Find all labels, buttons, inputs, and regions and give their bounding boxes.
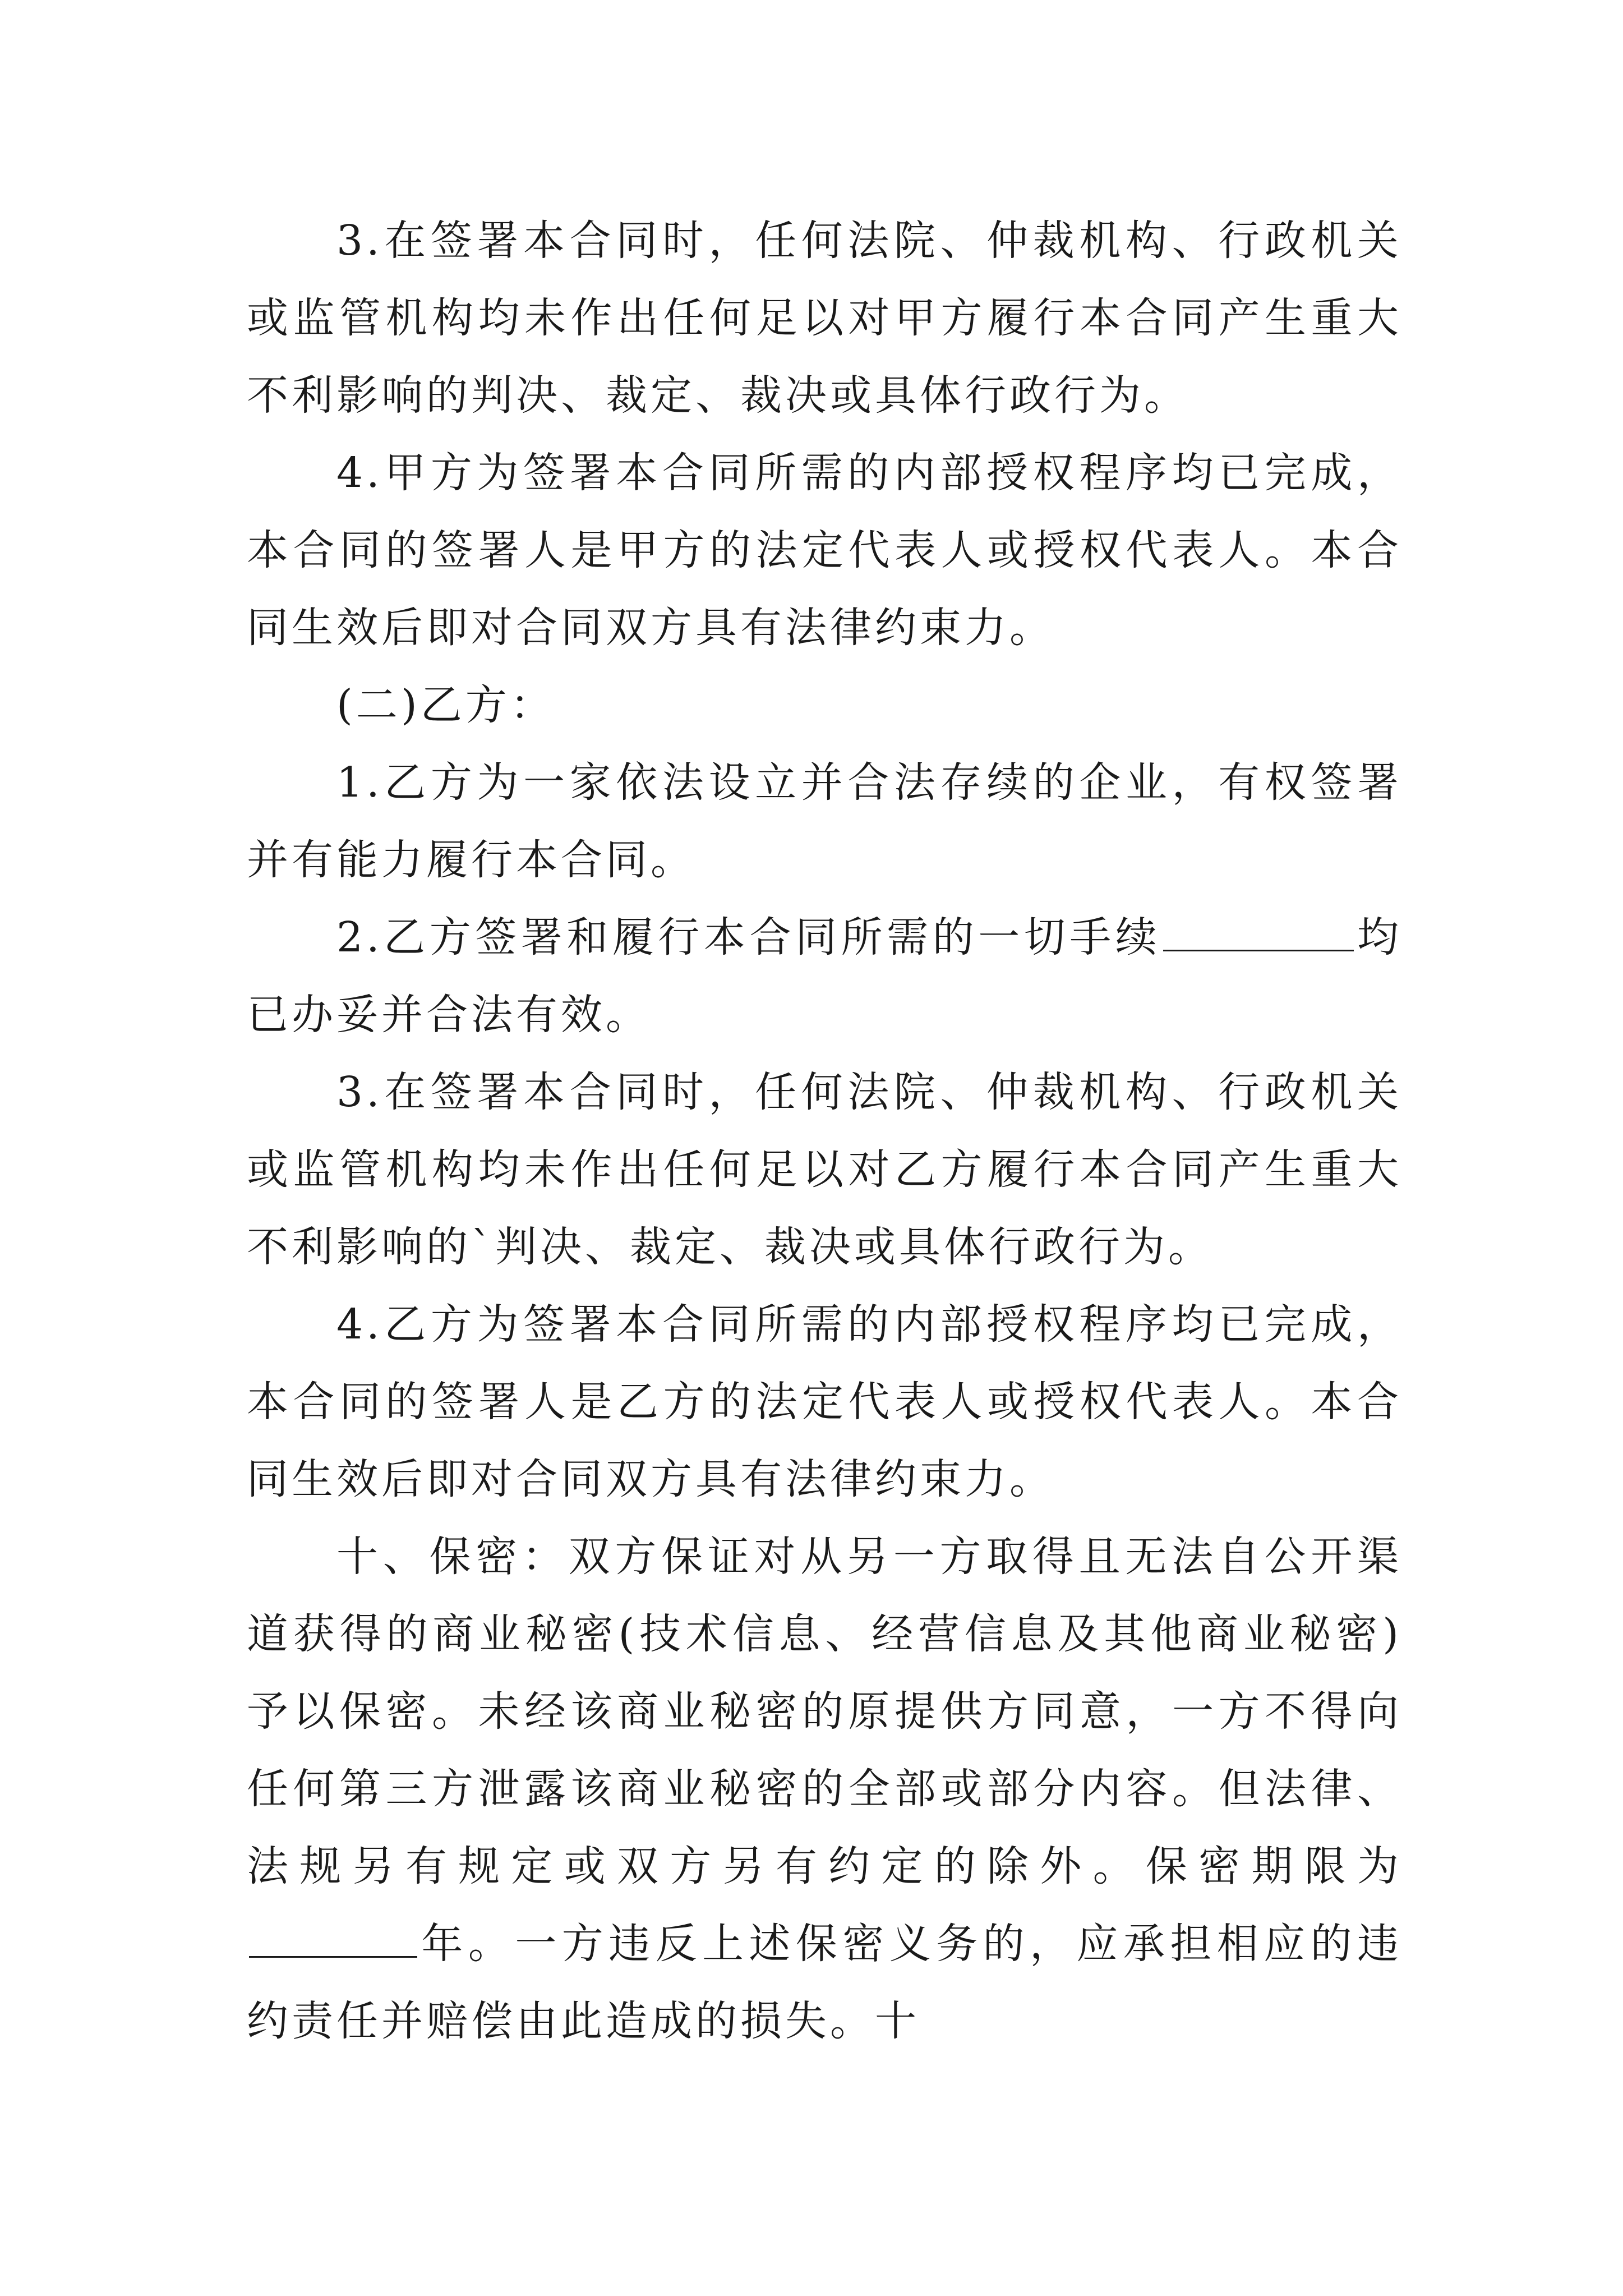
clause-party-b-3: 3.在签署本合同时，任何法院、仲裁机构、行政机关或监管机构均未作出任何足以对乙方履行本合同产生重大不利影响的`判决、裁定、裁决或具体行政行为。: [247, 1068, 1402, 1271]
clause-party-b-1: 1.乙方为一家依法设立并合法存续的企业，有权签署并有能力履行本合同。: [247, 758, 1402, 884]
fill-blank-procedures[interactable]: [1163, 910, 1354, 951]
clause-party-a-3: 3.在签署本合同时，任何法院、仲裁机构、行政机关或监管机构均未作出任何足以对甲方履行本合同产生重大不利影响的判决、裁定、裁决或具体行政行为。: [247, 217, 1402, 420]
clause-party-b-2: [247, 899, 1402, 1053]
clause-party-a-4: 4.甲方为签署本合同所需的内部授权程序均已完成，本合同的签署人是甲方的法定代表人或授权代表人。本合同生效后即对合同双方具有法律约束力。: [247, 449, 1402, 652]
clause-party-b-4: 4.乙方为签署本合同所需的内部授权程序均已完成，本合同的签署人是乙方的法定代表人或授权代表人。本合同生效后即对合同双方具有法律约束力。: [247, 1300, 1402, 1503]
fill-blank-confidentiality-years[interactable]: [249, 1917, 417, 1958]
document-body: [247, 202, 1402, 2060]
clause-confidentiality: [247, 1518, 1402, 2060]
clause-party-b-2-before: 2.乙方签署和履行本合同所需的一切手续: [336, 913, 1161, 961]
section-heading-party-b: (二)乙方：: [336, 681, 555, 729]
clause-confidentiality-before: 十、保密：双方保证对从另一方取得且无法自公开渠道获得的商业秘密(技术信息、经营信息及其他商业秘密)予以保密。未经该商业秘密的原提供方同意，一方不得向任何第三方泄露该商业秘密的全部或部分内容。但法律、法规另有规定或双方另有约定的除外。保密期限为: [247, 1533, 1402, 1890]
clause-confidentiality-after: 年。一方违反上述保密义务的，应承担相应的违约责任并赔偿由此造成的损失。十: [247, 1920, 1402, 2045]
clause-party-b-2-after: 均已办妥并合法有效。: [247, 913, 1402, 1039]
